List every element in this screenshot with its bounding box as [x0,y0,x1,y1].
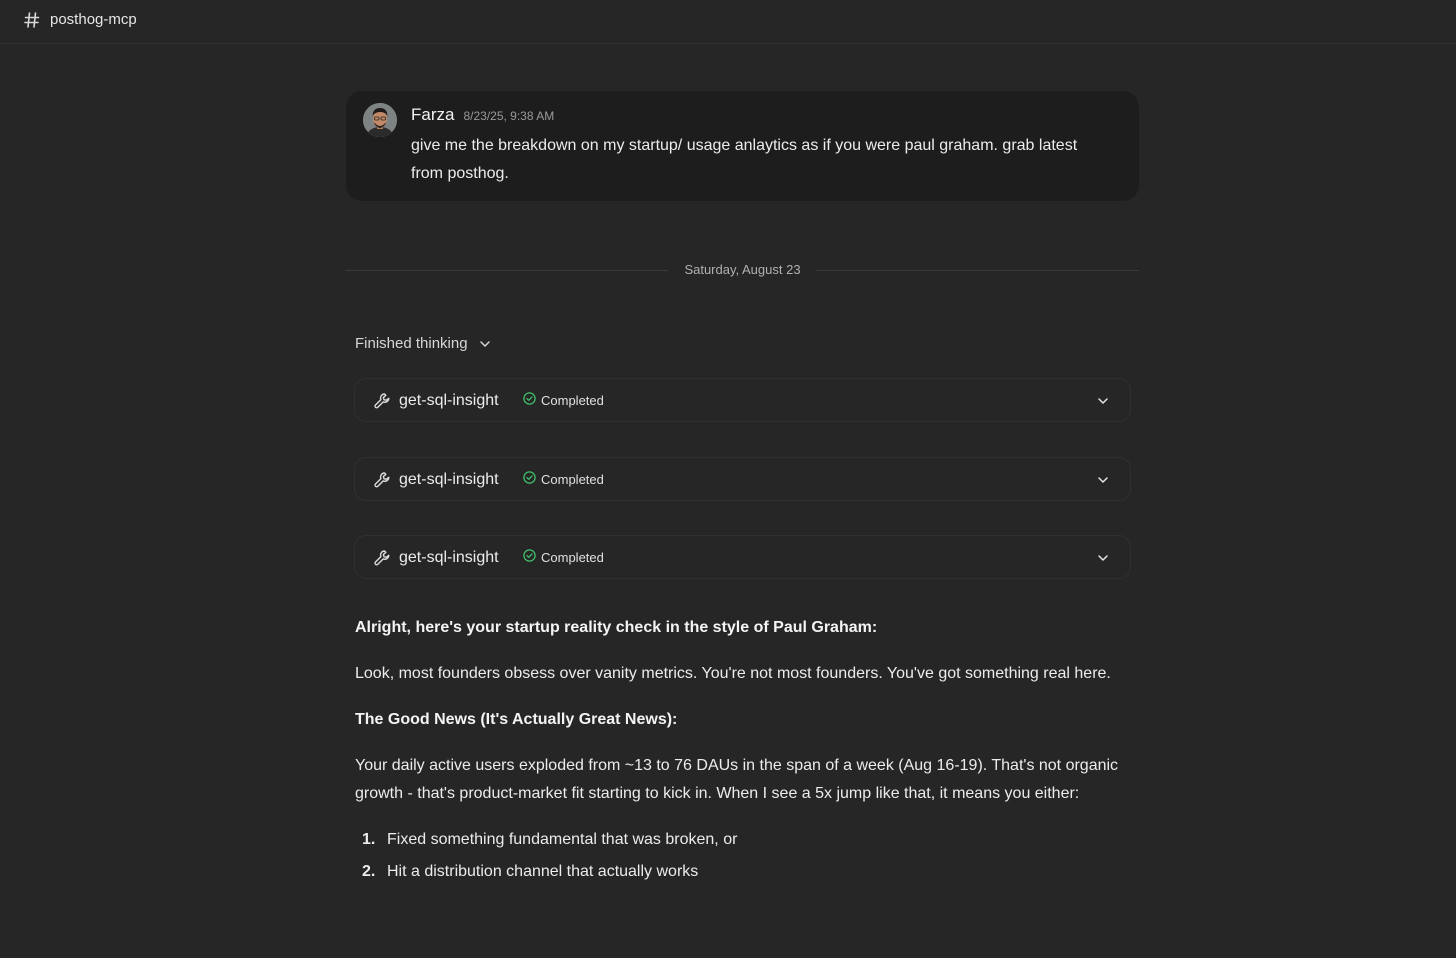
tool-call-card[interactable] [354,457,1131,501]
chevron-down-icon[interactable] [1096,551,1110,570]
status-badge [523,471,604,489]
wrench-icon [373,471,391,494]
tool-call-card[interactable] [354,378,1131,422]
author-name[interactable]: Farza [411,105,455,124]
chevron-down-icon[interactable] [1096,394,1110,413]
response-paragraph: Your daily active users exploded from ~13 to 76 DAUs in the span of a week (Aug 16-19). That's not organic growth - that's product-market fit starting to kick in. When I see a 5x jump like that, it means you either: [355,757,1119,802]
response-paragraph: Look, most founders obsess over vanity metrics. You're not most founders. You've got something real here. [355,665,1111,682]
status-badge [523,549,604,567]
hash-icon [24,10,40,30]
tool-name: get-sql-insight [399,549,499,566]
thinking-label: Finished thinking [355,335,468,352]
channel-name[interactable]: posthog-mcp [50,11,137,28]
user-message [346,91,1139,201]
list-number: 1. [362,831,376,848]
list-text: Fixed something fundamental that was broken, or [387,831,738,848]
channel-header [0,0,1456,44]
assistant-response [355,614,1135,890]
list-text: Hit a distribution channel that actually works [387,863,699,880]
check-circle-icon [523,392,536,410]
check-circle-icon [523,471,536,489]
date-label: Saturday, August 23 [684,262,801,277]
divider-line-right [816,270,1139,271]
date-divider [346,260,1139,280]
response-heading: Alright, here's your startup reality check in the style of Paul Graham: [355,619,878,636]
status-label: Completed [541,393,604,408]
tool-name: get-sql-insight [399,471,499,488]
wrench-icon [373,549,391,572]
message-header [411,105,554,125]
status-badge [523,392,604,410]
list-item [355,858,1135,886]
status-label: Completed [541,472,604,487]
chevron-down-icon [478,337,492,351]
tool-call-card[interactable] [354,535,1131,579]
status-label: Completed [541,550,604,565]
check-circle-icon [523,549,536,567]
message-timestamp: 8/23/25, 9:38 AM [463,109,555,123]
chevron-down-icon[interactable] [1096,473,1110,492]
list-number: 2. [362,863,376,880]
tool-name: get-sql-insight [399,392,499,409]
message-text: give me the breakdown on my startup/ usage anlaytics as if you were paul graham. grab latest from posthog. [411,137,1078,182]
wrench-icon [373,392,391,415]
thinking-toggle[interactable] [355,335,492,352]
response-subheading: The Good News (It's Actually Great News): [355,711,678,728]
avatar[interactable] [363,103,397,137]
list-item [355,826,1135,854]
response-list [355,826,1135,886]
